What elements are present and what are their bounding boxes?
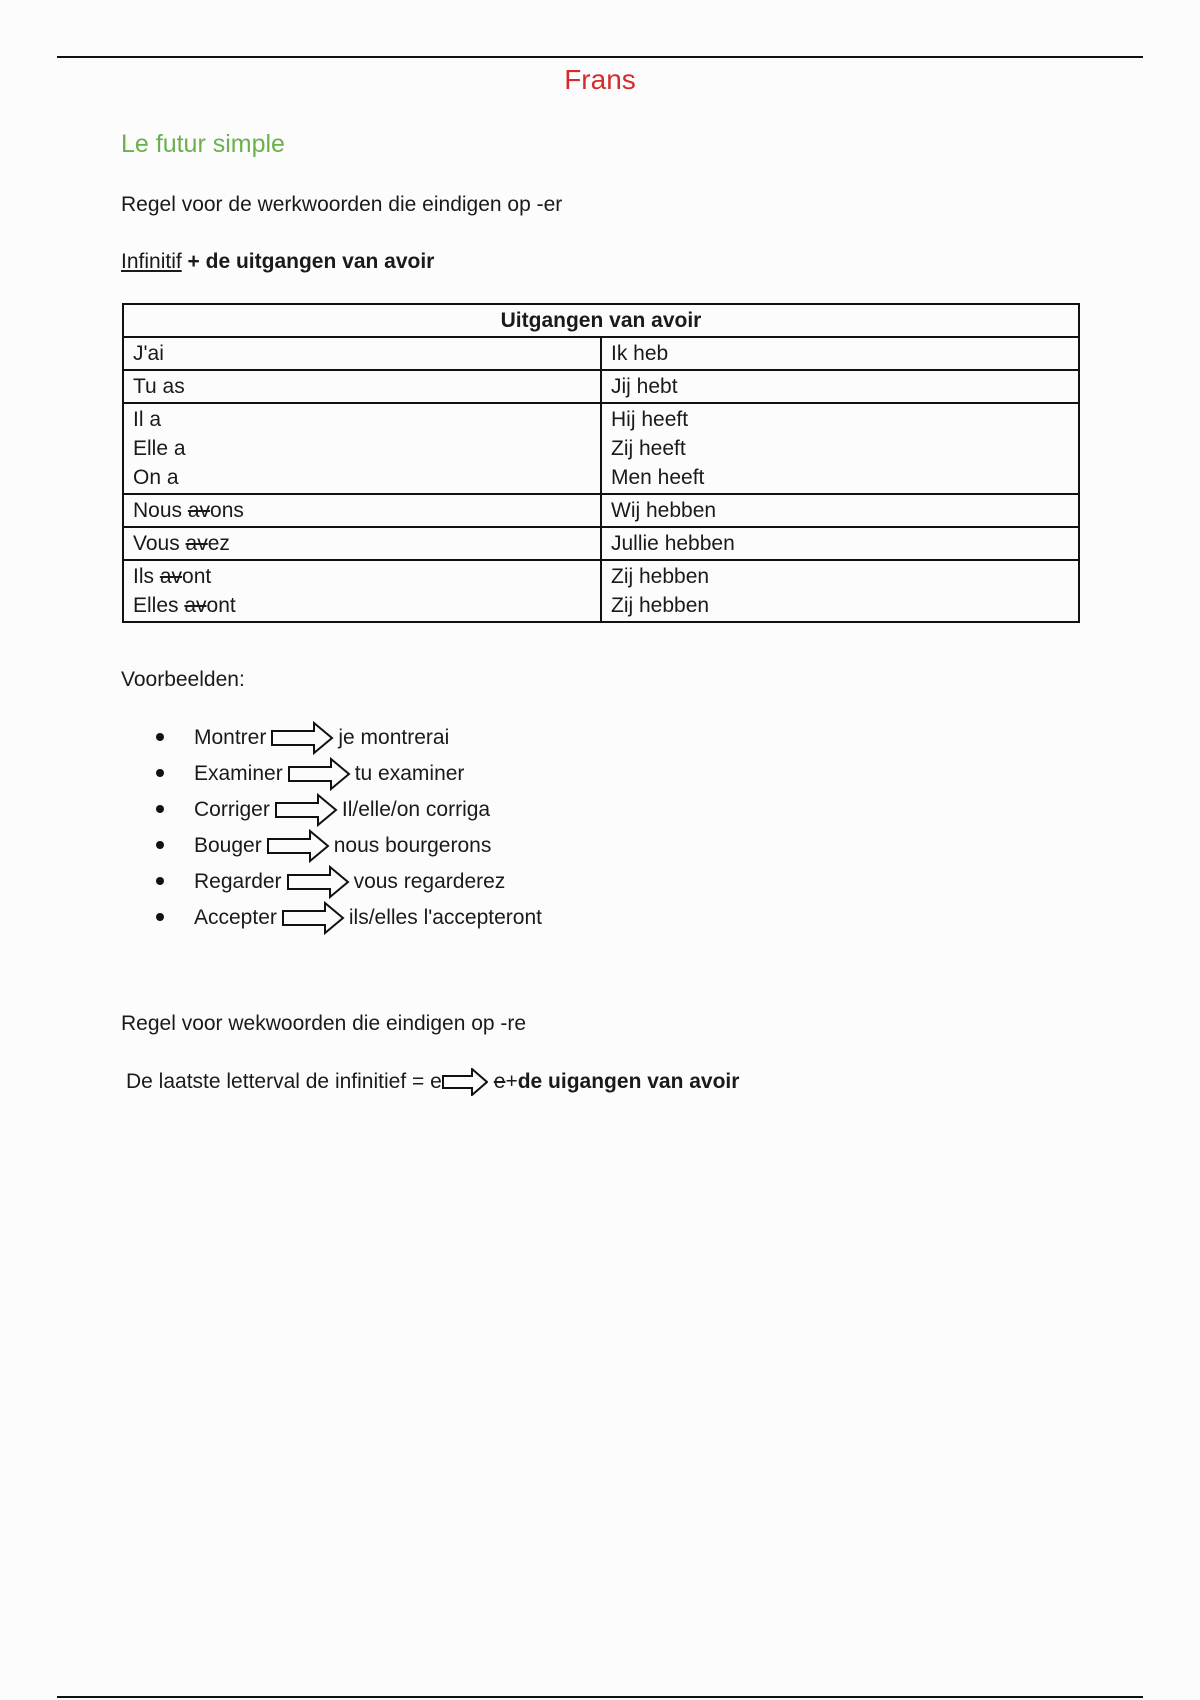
- table-row: [123, 403, 1079, 494]
- examples-label: Voorbeelden:: [121, 668, 245, 691]
- table-header: Uitgangen van avoir: [123, 304, 1079, 337]
- right-arrow-outline-icon: [281, 901, 345, 935]
- bullet-icon: [156, 733, 164, 741]
- table-body: [123, 337, 1079, 622]
- rule-re-formula-pre: De laatste letterval de infinitief = e: [126, 1070, 442, 1093]
- section-title: Le futur simple: [121, 130, 285, 158]
- bullet-icon: [156, 841, 164, 849]
- example-result: Il/elle/on corriga: [341, 798, 491, 821]
- ending: ont: [206, 594, 236, 617]
- dutch-line: Jullie hebben: [611, 532, 735, 555]
- list-item: [140, 720, 542, 756]
- right-arrow-outline-icon: [274, 793, 338, 827]
- table-row: [123, 370, 1079, 403]
- french-line: Tu as: [133, 375, 185, 398]
- dutch-cell: [601, 337, 1079, 370]
- french-cell: [123, 560, 601, 622]
- bullet-icon: [156, 769, 164, 777]
- dutch-line: Jij hebt: [611, 375, 678, 398]
- french-cell: [123, 337, 601, 370]
- example-result: je montrerai: [338, 726, 450, 749]
- french-cell: [123, 403, 601, 494]
- dutch-line: Wij hebben: [611, 499, 717, 522]
- pronoun: Elles: [133, 594, 185, 617]
- ending: ont: [182, 565, 212, 588]
- bullet-icon: [156, 877, 164, 885]
- french-line: [133, 529, 591, 558]
- french-line: [133, 496, 591, 525]
- dutch-line: Zij heeft: [611, 437, 686, 460]
- list-item: [140, 864, 542, 900]
- rule-re-text: Regel voor wekwoorden die eindigen op -re: [121, 1012, 527, 1035]
- rule-re-formula-bold: de uigangen van avoir: [517, 1070, 740, 1093]
- ending: ez: [207, 532, 230, 555]
- french-line: Elle a: [133, 437, 186, 460]
- example-verb: Regarder: [194, 870, 282, 893]
- struck-stem: av: [159, 565, 183, 588]
- bullet-icon: [156, 805, 164, 813]
- dutch-line: Zij hebben: [611, 565, 710, 588]
- example-verb: Examiner: [194, 762, 283, 785]
- dutch-cell: [601, 494, 1079, 527]
- example-result: ils/elles l'accepteront: [348, 906, 542, 929]
- dutch-line: Zij hebben: [611, 594, 710, 617]
- dutch-line: Men heeft: [611, 466, 705, 489]
- example-verb: Montrer: [194, 726, 267, 749]
- table-row: [123, 560, 1079, 622]
- struck-stem: av: [187, 499, 211, 522]
- struck-stem: av: [184, 594, 207, 617]
- table-header-row: [123, 304, 1079, 337]
- french-line: [133, 591, 591, 620]
- examples-list: [140, 720, 542, 936]
- conjugation-table: [122, 303, 1080, 623]
- rule-re-formula-strike: e: [493, 1070, 506, 1093]
- page-title: Frans: [564, 64, 636, 95]
- table-row: [123, 494, 1079, 527]
- right-arrow-outline-icon: [270, 721, 334, 755]
- header-rule: [57, 56, 1143, 58]
- french-line: Il a: [133, 408, 162, 431]
- table-row: [123, 337, 1079, 370]
- french-cell: [123, 370, 601, 403]
- rule-re-formula-mid: +: [505, 1070, 518, 1093]
- list-item: [140, 900, 542, 936]
- pronoun: Ils: [133, 565, 160, 588]
- pronoun: Vous: [133, 532, 186, 555]
- right-arrow-outline-icon: [442, 1068, 488, 1096]
- struck-stem: av: [185, 532, 208, 555]
- dutch-cell: [601, 370, 1079, 403]
- right-arrow-outline-icon: [266, 829, 330, 863]
- right-arrow-outline-icon: [286, 865, 350, 899]
- formula-infinitif: Infinitif: [121, 250, 182, 273]
- list-item: [140, 792, 542, 828]
- formula-endings: + de uitgangen van avoir: [181, 250, 435, 273]
- dutch-line: Ik heb: [611, 342, 669, 365]
- formula-text: [121, 250, 434, 274]
- ending: ons: [210, 499, 244, 522]
- list-item: [140, 828, 542, 864]
- example-verb: Accepter: [194, 906, 277, 929]
- table-row: [123, 527, 1079, 560]
- pronoun: Nous: [133, 499, 188, 522]
- french-line: On a: [133, 466, 179, 489]
- french-line: J'ai: [133, 342, 164, 365]
- dutch-cell: [601, 560, 1079, 622]
- example-verb: Corriger: [194, 798, 270, 821]
- right-arrow-outline-icon: [287, 757, 351, 791]
- example-verb: Bouger: [194, 834, 262, 857]
- rule-re-formula: [126, 1068, 739, 1096]
- example-result: tu examiner: [354, 762, 465, 785]
- example-result: vous regarderez: [353, 870, 506, 893]
- bullet-icon: [156, 913, 164, 921]
- french-line: [133, 562, 591, 591]
- french-cell: [123, 494, 601, 527]
- dutch-line: Hij heeft: [611, 408, 689, 431]
- rule-er-text: Regel voor de werkwoorden die eindigen op -er: [121, 193, 563, 216]
- footer-rule: [57, 1696, 1143, 1698]
- dutch-cell: [601, 403, 1079, 494]
- french-cell: [123, 527, 601, 560]
- list-item: [140, 756, 542, 792]
- dutch-cell: [601, 527, 1079, 560]
- example-result: nous bourgerons: [333, 834, 492, 857]
